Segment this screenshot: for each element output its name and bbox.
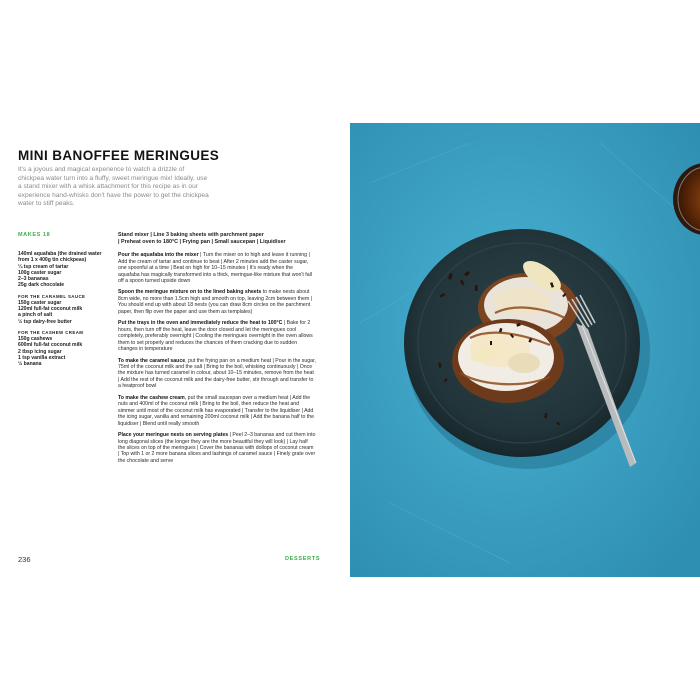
equipment-list (118, 232, 316, 246)
equipment-line: Stand mixer | Line 3 baking sheets with parchment paper (118, 232, 264, 238)
page-number: 236 (18, 555, 31, 564)
recipe-title: MINI BANOFFEE MERINGUES (18, 148, 220, 163)
ingredient-line: 150g caster sugar (18, 299, 62, 306)
ingredient-line: ½ tsp dairy-free butter (18, 318, 72, 325)
ingredient-line: 140ml aquafaba (the drained water (18, 251, 102, 257)
equipment-line: | Preheat oven to 180°C | Frying pan | Small saucepan | Liquidiser (118, 239, 286, 246)
ingredient-line: 1 tsp vanilla extract (18, 354, 66, 361)
step-text: | Peel 2–3 bananas and cut them into long diagonal slices (the longer they are the more beautiful they will look) | Lay half the slices on top of the meringues | Cover the bananas with dollops of coconut cream | Top with 1 or 2 more banana slices and lashings of caramel sauce | Finely grate over the chocolate and serve (118, 432, 316, 464)
ingredient-line: 120ml full-fat coconut milk (18, 306, 83, 313)
ingredient-group-cashew (18, 336, 112, 367)
cashew-cream-heading: FOR THE CASHEW CREAM (18, 329, 84, 335)
ingredient-line: 25g dark chocolate (18, 282, 65, 289)
ingredient-group-main (18, 251, 112, 289)
step-lead: To make the cashew cream (118, 394, 185, 401)
ingredients-list (18, 251, 112, 367)
method-step (118, 252, 316, 284)
meringue-nest-front (452, 319, 564, 403)
ingredient-line: 100g caster sugar (18, 269, 62, 276)
method-step (118, 289, 316, 315)
method-step (118, 358, 316, 390)
ingredient-line: 2–3 bananas (18, 276, 49, 283)
step-lead: To make the caramel sauce (118, 357, 186, 364)
recipe-page (0, 123, 350, 577)
step-lead: Spoon the meringue mixture on to the lined baking sheets (118, 289, 262, 296)
step-text: , put the frying pan on a medium heat | Pour in the sugar, 75ml of the coconut milk and the salt | Bring to the boil, whisking continuously | Once the mixture has turned caramel in colour, about 10–15 minutes, remove from the heat | Add the rest of the coconut milk and the dairy-free butter, stir through and transfer to a heatproof bowl (118, 357, 316, 390)
ingredient-line: from 1 x 400g tin chickpeas) (18, 257, 87, 264)
method-step (118, 432, 316, 464)
makes-label: MAKES 18 (18, 232, 51, 238)
section-label: DESSERTS (285, 556, 321, 562)
step-text: | Turn the mixer on to high and leave it running | Add the cream of tartar and continue to beat | After 2 minutes add the caster sugar, one spoonful at a time | Beat on high for 10–15 minutes | It's ready when the aquafaba has magically transformed into a thick, meringue-like mixture that won't fall off a spoon turned upside down (118, 252, 312, 284)
step-lead: Pour the aquafaba into the mixer (118, 252, 199, 259)
caramel-sauce-heading: FOR THE CARAMEL SAUCE (18, 293, 86, 299)
ingredient-line: a pinch of salt (18, 312, 53, 319)
ingredient-line: ¼ tsp cream of tartar (18, 263, 69, 270)
method-step (118, 320, 316, 352)
ingredient-group-caramel (18, 300, 112, 325)
step-text: | Bake for 2 hours, then turn off the heat, leave the door closed and let the meringues cool completely, preferably overnight | Cooling the meringues overnight in the oven allows them to set properly and reduces the chances of them cracking due to sudden changes in temperature (118, 320, 313, 353)
meringue-plate-photo (350, 123, 700, 577)
ingredient-line: 150g cashews (18, 335, 53, 342)
ingredient-line: 600ml full-fat coconut milk (18, 342, 83, 349)
step-text: , put the small saucepan over a medium heat | Add the nuts and 400ml of the coconut milk | Bring to the boil, then reduce the heat and simmer until most of the coconut milk has evaporated | Transfer to the liquidiser | Add the icing sugar, vanilla and remaining 200ml coconut milk | Add the banana half to the liquidiser | Blend until really smooth (118, 394, 315, 427)
step-lead: Put the trays in the oven and immediately reduce the heat to 100°C (118, 320, 283, 327)
recipe-intro: It's a joyous and magical experience to watch a drizzle of chickpea water turn into a fluffy, sweet meringue mix! Ideally, use a stand mixer with a whisk attachment for this recipe as in our experience hand-whisks don't have the power to get the chickpea water to stiff peaks. (18, 166, 209, 208)
ingredient-line: ½ banana (18, 361, 42, 368)
method-step (118, 395, 316, 427)
step-text: to make nests about 8cm wide, no more than 1.5cm high and smooth on top, leaving 2cm between them | You should end up with about 18 nests (you can draw 8cm circles on the parchment paper, then flip over the paper and use them as templates) (118, 289, 312, 315)
food-photo (350, 123, 700, 577)
method-section (118, 232, 316, 469)
book-spread (0, 123, 700, 577)
step-lead: Place your meringue nests on serving plates (118, 432, 229, 439)
ingredient-line: 2 tbsp icing sugar (18, 348, 62, 355)
